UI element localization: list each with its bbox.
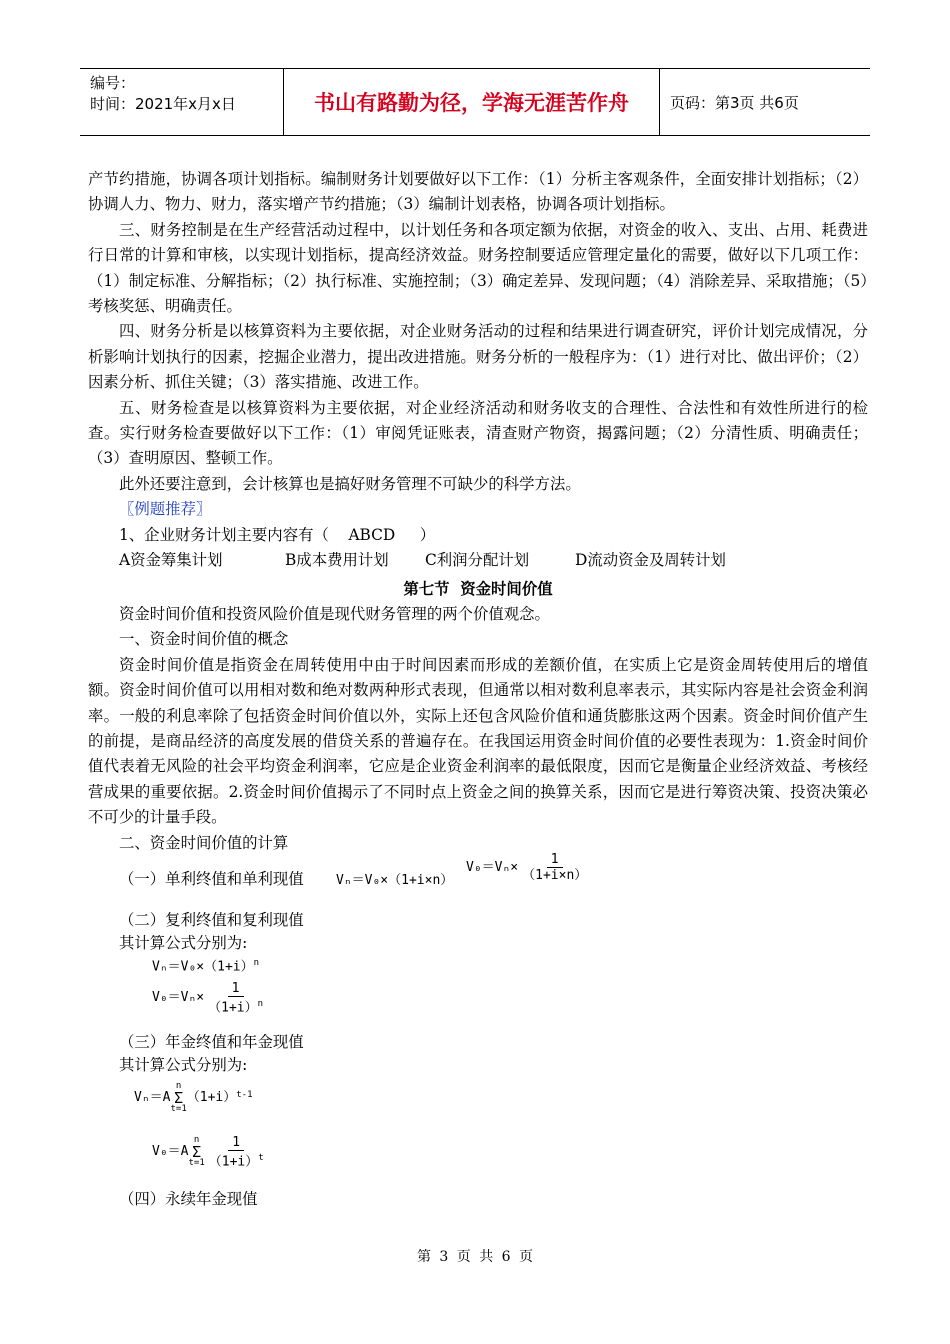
- sigma-lower: t=1: [170, 1104, 187, 1115]
- sigma-symbol: Σ: [192, 1143, 202, 1162]
- exponent: n: [253, 958, 260, 969]
- page-header: [80, 68, 870, 136]
- option-d: D流动资金及周转计划: [575, 551, 726, 570]
- page-footer: 第 3 页 共 6 页: [416, 1249, 534, 1265]
- formula-simple-pv: [466, 852, 591, 883]
- option-a: A资金筹集计划: [119, 551, 223, 570]
- formula-annuity-pv: [152, 1131, 868, 1173]
- formula-intro-compound: 其计算公式分别为:: [119, 934, 248, 953]
- sigma: [188, 1136, 204, 1168]
- numerator: 1: [228, 1135, 244, 1151]
- option-c: C利润分配计划: [425, 551, 530, 570]
- denominator-base: （1+i）: [208, 1154, 259, 1170]
- sigma-lower: t=1: [188, 1158, 205, 1169]
- sub-heading-perpetuity: （四）永续年金现值: [119, 1190, 258, 1209]
- header-page-label: 页码：第3页 共6页: [670, 93, 799, 112]
- exponent: t: [258, 1152, 264, 1163]
- formula-intro-annuity: 其计算公式分别为:: [119, 1056, 248, 1075]
- paragraph-analysis: 四、财务分析是以核算资料为主要依据，对企业财务活动的过程和结果进行调查研究，评价计划完成情况，分析影响计划执行的因素，挖掘企业潜力，提出改进措施。财务分析的一般程序为：（1）进行对比、做出评价；（2）因素分析、抓住关键；（3）落实措施、改进工作。: [88, 322, 868, 392]
- formula-compound-fv-text: Vₙ＝V₀×（1+i）: [152, 959, 254, 975]
- header-meta: [80, 69, 284, 135]
- fraction: [205, 1135, 268, 1169]
- header-motto: 书山有路勤为径，学海无涯苦作舟: [284, 69, 660, 135]
- formula-annuity-fv-term: （1+i）: [186, 1090, 237, 1106]
- fraction: [518, 852, 591, 883]
- formula-annuity-fv-lhs: Vₙ＝A: [134, 1090, 171, 1106]
- section-title: 第七节 资金时间价值: [403, 579, 553, 598]
- formula-annuity-fv: [134, 1077, 868, 1119]
- sub-heading-compound: （二）复利终值和复利现值: [119, 910, 304, 929]
- numerator: 1: [547, 852, 563, 868]
- sub-heading-annuity: （三）年金终值和年金现值: [119, 1032, 304, 1051]
- formula-simple-fv: Vₙ＝V₀×（1+i×n）: [336, 872, 454, 888]
- example-tag: 〖例题推荐〗: [119, 500, 212, 519]
- exponent: n: [257, 998, 264, 1009]
- formula-simple-pv-lhs: V₀＝Vₙ×: [466, 859, 519, 875]
- paragraph-control: 三、财务控制是在生产经营活动过程中，以计划任务和各项定额为依据，对资金的收入、支出、占用、耗费进行日常的计算和审核，以实现计划指标，提高经济效益。财务控制要适应管理定量化的需要，做好以下几项工作：（1）制定标准、分解指标；（2）执行标准、实施控制；（3）确定差异、发现问题；（4）消除差异、采取措施；（5）考核奖惩、明确责任。: [88, 220, 868, 316]
- fraction: [204, 981, 267, 1015]
- formula-annuity-pv-lhs: V₀＝A: [152, 1144, 189, 1160]
- document-body: [88, 167, 868, 1213]
- paragraph-inspection: 五、财务检查是以核算资料为主要依据，对企业经济活动和财务收支的合理性、合法性和有效性所进行的检查。实行财务检查要做好以下工作：（1）审阅凭证账表，清查财产物资，揭露问题；（2）分清性质、明确责任；（3）查明原因、整顿工作。: [88, 398, 868, 468]
- number-label: 编号：: [90, 74, 136, 92]
- paragraph-concept: 资金时间价值是指资金在周转使用中由于时间因素而形成的差额价值，在实质上它是资金周转使用后的增值额。资金时间价值可以用相对数和绝对数两种形式表现，但通常以相对数利息率表示，其实际内容是社会资金利润率。一般的利息率除了包括资金时间价值以外，实际上还包含风险价值和通货膨胀这两个因素。资金时间价值产生的前提，是商品经济的高度发展的借贷关系的普遍存在。在我国运用资金时间价值的必要性表现为：1.资金时间价值代表着无风险的社会平均资金利润率，它应是企业资金利润率的最低限度，因而它是衡量企业经济效益、考核经营成果的重要依据。2.资金时间价值揭示了不同时点上资金之间的换算关系，因而它是进行筹资决策、投资决策必不可少的计量手段。: [88, 655, 868, 827]
- sigma: [170, 1082, 186, 1114]
- formula-compound-fv: [152, 955, 868, 975]
- heading-concept: 一、资金时间价值的概念: [119, 630, 289, 649]
- denominator-base: （1+i）: [208, 999, 258, 1015]
- denominator: [205, 1151, 268, 1169]
- options-row: [119, 548, 868, 573]
- exponent: t-1: [236, 1090, 253, 1101]
- sigma-upper: n: [193, 1135, 200, 1146]
- sigma-upper: n: [175, 1081, 182, 1092]
- denominator: （1+i×n）: [522, 867, 588, 883]
- section-intro: 资金时间价值和投资风险价值是现代财务管理的两个价值观念。: [119, 604, 550, 623]
- time-label: 时间：2021年x月x日: [90, 95, 236, 113]
- denominator: [204, 997, 267, 1015]
- paragraph-note: 此外还要注意到，会计核算也是搞好财务管理不可缺少的科学方法。: [119, 474, 581, 493]
- paragraph-plan: 产节约措施，协调各项计划指标。编制财务计划要做好以下工作：（1）分析主客观条件，全面安排计划指标；（2）协调人力、物力、财力，落实增产节约措施；（3）编制计划表格，协调各项计划指标。: [88, 170, 868, 214]
- sub-heading-simple: （一）单利终值和单利现值: [119, 869, 304, 888]
- heading-calculation: 二、资金时间价值的计算: [119, 833, 289, 852]
- simple-interest-row: [88, 851, 868, 908]
- sigma-symbol: Σ: [174, 1089, 184, 1108]
- numerator: 1: [228, 981, 244, 997]
- option-b: B成本费用计划: [285, 551, 389, 570]
- question: 1、企业财务计划主要内容有（ ABCD ）: [119, 525, 436, 544]
- formula-compound-pv: [152, 980, 868, 1016]
- formula-compound-pv-lhs: V₀＝Vₙ×: [152, 990, 205, 1005]
